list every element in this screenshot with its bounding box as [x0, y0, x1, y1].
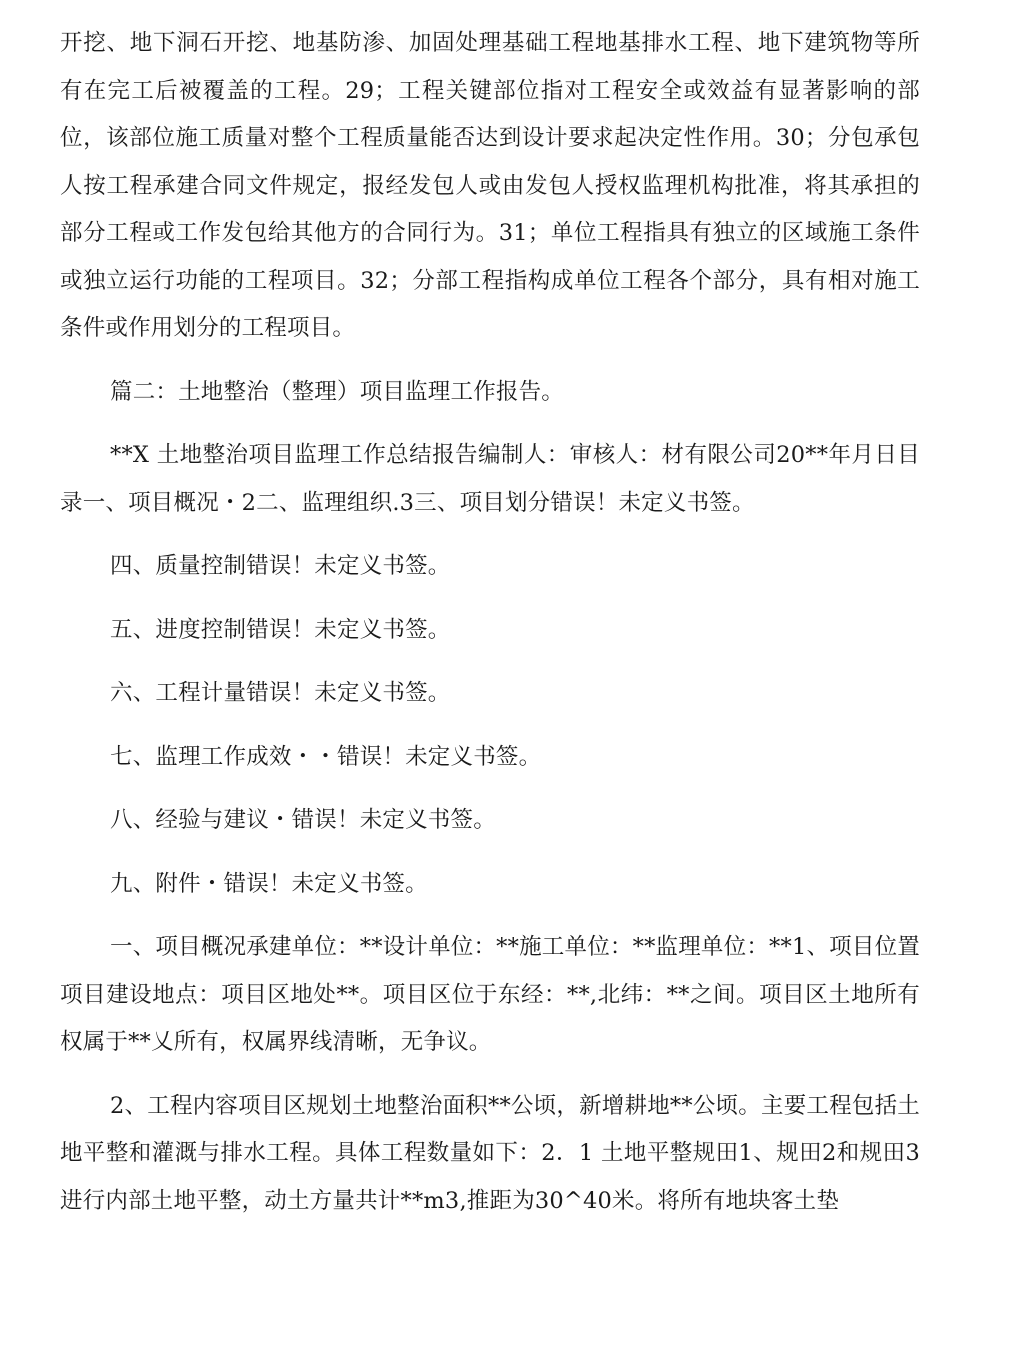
toc-item-supervision-results: 七、监理工作成效・・错误！未定义书签。 — [110, 743, 542, 770]
paragraph-engineering-content: 2、工程内容项目区规划土地整治面积**公顷，新增耕地**公顷。主要工程包括土地平整和灌溉与排水工程。具体工程数量如下：2．1 土地平整规田1、规田2和规田3进行内部土地平整，动土方量共计**m3,推距为30^40米。将所有地块客土垫 — [60, 1092, 920, 1214]
toc-item-progress-control: 五、进度控制错误！未定义书签。 — [110, 616, 451, 643]
paragraph-report-header-toc: **X 土地整治项目监理工作总结报告编制人：审核人：材有限公司20**年月日目录一、项目概况・2二、监理组织.3三、项目划分错误！未定义书签。 — [60, 442, 920, 516]
paragraph-project-overview: 一、项目概况承建单位：**设计单位：**施工单位：**监理单位：**1、项目位置项目建设地点：项目区地处**。项目区位于东经：**,北纬：**之间。项目区土地所有权属于**乂所有，权属界线清晰，无争议。 — [60, 934, 920, 1055]
toc-item-attachments: 九、附件・错误！未定义书签。 — [110, 870, 428, 897]
paragraph-chapter-title: 篇二：土地整治（整理）项目监理工作报告。 — [110, 378, 565, 405]
toc-item-engineering-measurement: 六、工程计量错误！未定义书签。 — [110, 680, 451, 706]
document-page — [60, 20, 920, 1225]
paragraph-definitions: 开挖、地下洞石开挖、地基防渗、加固处理基础工程地基排水工程、地下建筑物等所有在完工后被覆盖的工程。29；工程关键部位指对工程安全或效益有显著影响的部位，该部位施工质量对整个工程质量能否达到设计要求起决定性作用。30；分包承包人按工程承建合同文件规定，报经发包人或由发包人授权监理机构批准，将其承担的部分工程或工作发包给其他方的合同行为。31；单位工程指具有独立的区域施工条件或独立运行功能的工程项目。32；分部工程指构成单位工程各个部分，具有相对施工条件或作用划分的工程项目。 — [60, 30, 920, 341]
toc-item-experience-suggestions: 八、经验与建议・错误！未定义书签。 — [110, 807, 496, 833]
toc-item-quality-control: 四、质量控制错误！未定义书签。 — [110, 553, 451, 579]
